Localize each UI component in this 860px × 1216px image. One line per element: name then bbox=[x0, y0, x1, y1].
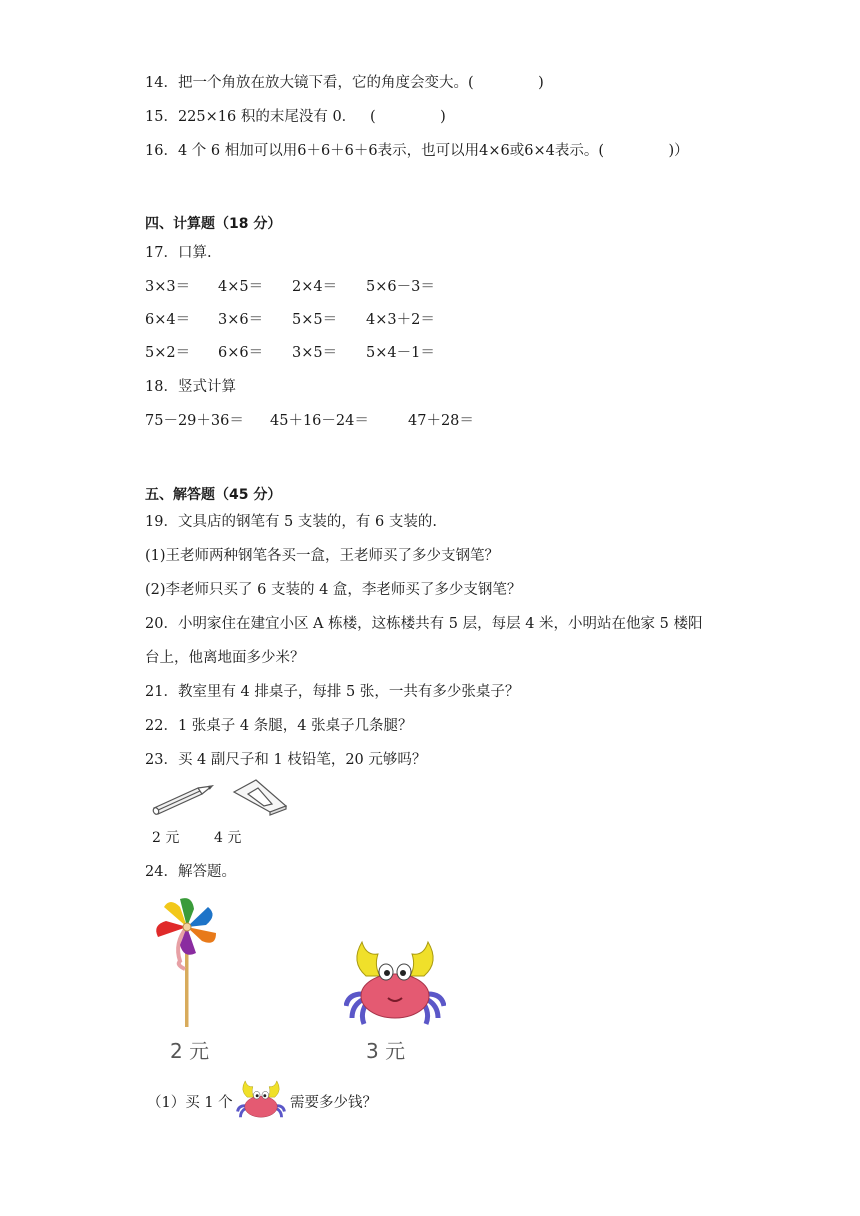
oral-calc-item: 2×4＝ bbox=[292, 279, 338, 295]
question-15: 15．225×16 积的末尾没有 0． ( ) bbox=[145, 109, 446, 125]
question-19-sub-2: (2)李老师只买了 6 支装的 4 盒，李老师买了多少支钢笔？ bbox=[145, 582, 522, 598]
question-24: 24．解答题。 bbox=[145, 864, 236, 880]
section-4-title: 四、计算题（18 分） bbox=[145, 216, 282, 232]
section-5-title: 五、解答题（45 分） bbox=[145, 487, 282, 503]
pencil-price: 2 元 bbox=[152, 830, 180, 846]
question-14: 14．把一个角放在放大镜下看，它的角度会变大。( ) bbox=[145, 75, 544, 91]
pencil-icon bbox=[148, 780, 216, 820]
oral-calc-item: 6×6＝ bbox=[218, 345, 264, 361]
question-24-sub-1-suffix: 需要多少钱？ bbox=[290, 1095, 377, 1111]
question-16: 16．4 个 6 相加可以用6＋6＋6＋6表示，也可以用4×6或6×4表示。( )） bbox=[145, 143, 689, 159]
oral-calc-item: 5×6－3＝ bbox=[366, 279, 435, 295]
question-19-sub-1: (1)王老师两种钢笔各买一盒，王老师买了多少支钢笔？ bbox=[145, 548, 500, 564]
oral-calc-item: 4×3＋2＝ bbox=[366, 312, 435, 328]
oral-calc-item: 3×5＝ bbox=[292, 345, 338, 361]
vertical-calc-item: 47＋28＝ bbox=[408, 413, 474, 429]
oral-calc-item: 4×5＝ bbox=[218, 279, 264, 295]
question-21: 21．教室里有 4 排桌子，每排 5 张，一共有多少张桌子？ bbox=[145, 684, 520, 700]
question-22: 22．1 张桌子 4 条腿，4 张桌子几条腿？ bbox=[145, 718, 413, 734]
oral-calc-item: 5×5＝ bbox=[292, 312, 338, 328]
question-20-line-1: 20．小明家住在建宜小区 A 栋楼，这栋楼共有 5 层，每层 4 米，小明站在他家 5 楼阳 bbox=[145, 616, 703, 632]
vertical-calc-item: 75－29＋36＝ bbox=[145, 413, 244, 429]
question-23: 23．买 4 副尺子和 1 枝铅笔，20 元够吗？ bbox=[145, 752, 427, 768]
vertical-calc-item: 45＋16－24＝ bbox=[270, 413, 369, 429]
crab-icon bbox=[344, 936, 446, 1028]
question-17-title: 17．口算. bbox=[145, 245, 212, 261]
question-24-sub-1-prefix: （1）买 1 个 bbox=[147, 1095, 233, 1111]
question-18-title: 18．竖式计算 bbox=[145, 379, 236, 395]
oral-calc-item: 3×3＝ bbox=[145, 279, 191, 295]
crab-icon bbox=[236, 1078, 286, 1122]
pinwheel-price: 2 元 bbox=[170, 1039, 210, 1063]
set-square-price: 4 元 bbox=[214, 830, 242, 846]
oral-calc-item: 3×6＝ bbox=[218, 312, 264, 328]
question-19: 19．文具店的钢笔有 5 支装的，有 6 支装的. bbox=[145, 514, 437, 530]
set-square-icon bbox=[230, 778, 292, 816]
oral-calc-item: 6×4＝ bbox=[145, 312, 191, 328]
question-20-line-2: 台上，他离地面多少米？ bbox=[145, 650, 305, 666]
crab-price: 3 元 bbox=[366, 1039, 406, 1063]
oral-calc-item: 5×2＝ bbox=[145, 345, 191, 361]
pinwheel-icon bbox=[150, 893, 226, 1033]
oral-calc-item: 5×4－1＝ bbox=[366, 345, 435, 361]
